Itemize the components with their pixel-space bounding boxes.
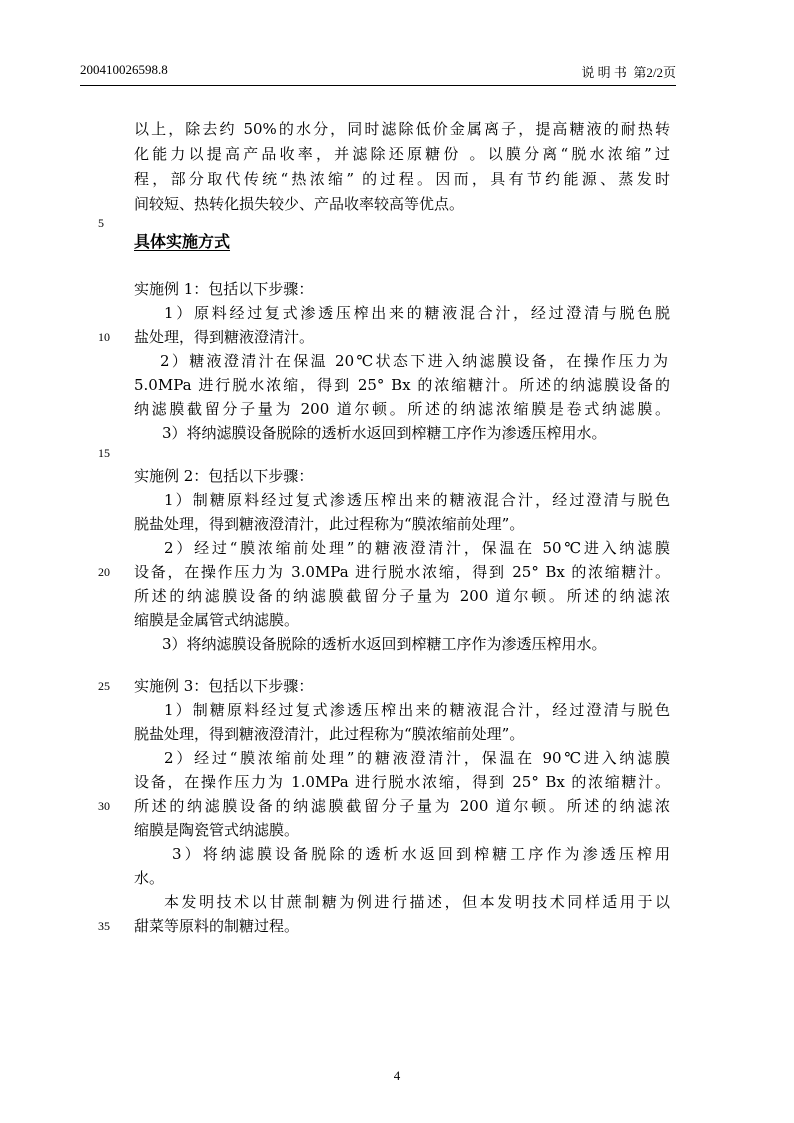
text-line: 设备，在操作压力为 3.0MPa 进行脱水浓缩，得到 25° Bx 的浓缩糖汁。 [134,563,670,581]
line-number: 25 [98,679,110,693]
application-number: 200410026598.8 [80,62,168,77]
text-line: 程，部分取代传统“热浓缩” 的过程。因而，具有节约能源、蒸发时 [134,170,670,188]
text-line: 实施例 1：包括以下步骤： [134,280,314,298]
text-line: 缩膜是陶瓷管式纳滤膜。 [134,821,300,839]
text-line: 设备，在操作压力为 1.0MPa 进行脱水浓缩，得到 25° Bx 的浓缩糖汁。 [134,773,670,791]
text-line: 甜菜等原料的制糖过程。 [134,917,300,935]
text-line: 水。 [134,869,165,887]
text-line: 脱盐处理，得到糖液澄清汁，此过程称为“膜浓缩前处理”。 [134,725,525,743]
line-number: 10 [98,330,110,344]
line-number: 30 [98,799,110,813]
text-line: 实施例 2：包括以下步骤： [134,467,314,485]
text-line: 间较短、热转化损失较少、产品收率较高等优点。 [134,195,465,213]
line-number: 35 [98,919,110,933]
page-header [80,62,676,82]
text-line: 1）制糖原料经过复式渗透压榨出来的糖液混合汁，经过澄清与脱色 [164,491,670,509]
text-line: 脱盐处理，得到糖液澄清汁，此过程称为“膜浓缩前处理”。 [134,515,525,533]
text-line: 盐处理，得到糖液澄清汁。 [134,328,315,346]
text-line: 化能力以提高产品收率，并滤除还原糖份 。以膜分离“脱水浓缩”过 [134,145,670,163]
header-right [581,62,676,81]
text-line: 5.0MPa 进行脱水浓缩，得到 25° Bx 的浓缩糖汁。所述的纳滤膜设备的 [134,376,670,394]
text-line: 以上，除去约 50%的水分，同时滤除低价金属离子，提高糖液的耐热转 [134,120,670,138]
line-number: 20 [98,565,110,579]
text-line: 实施例 3：包括以下步骤： [134,677,314,695]
text-line: 1）原料经过复式渗透压榨出来的糖液混合汁，经过澄清与脱色脱 [164,304,670,322]
text-line: 1）制糖原料经过复式渗透压榨出来的糖液混合汁，经过澄清与脱色 [164,701,670,719]
text-line: 2）经过“膜浓缩前处理”的糖液澄清汁，保温在 50℃进入纳滤膜 [164,539,670,557]
line-number: 5 [98,216,104,230]
text-line: 3）将纳滤膜设备脱除的透析水返回到榨糖工序作为渗透压榨用水。 [162,635,607,653]
page-number: 4 [393,1068,401,1083]
text-line: 纳滤膜截留分子量为 200 道尔顿。所述的纳滤浓缩膜是卷式纳滤膜。 [134,400,670,418]
text-line: 所述的纳滤膜设备的纳滤膜截留分子量为 200 道尔顿。所述的纳滤浓 [134,797,670,815]
line-number: 15 [98,446,110,460]
text-line: 3）将纳滤膜设备脱除的透析水返回到榨糖工序作为渗透压榨用水。 [162,424,607,442]
text-line: 所述的纳滤膜设备的纳滤膜截留分子量为 200 道尔顿。所述的纳滤浓 [134,587,670,605]
header-rule [80,85,676,86]
text-line: 2）糖液澄清汁在保温 20℃状态下进入纳滤膜设备，在操作压力为 [160,352,668,370]
text-line: 缩膜是金属管式纳滤膜。 [134,611,300,629]
text-line: 3）将纳滤膜设备脱除的透析水返回到榨糖工序作为渗透压榨用 [172,845,670,863]
section-heading: 具体实施方式 [134,232,231,251]
text-line: 2）经过“膜浓缩前处理”的糖液澄清汁，保温在 90℃进入纳滤膜 [164,749,670,767]
doc-title: 说 明 书 [581,65,627,80]
page-label: 第2/2页 [633,65,676,80]
text-line: 本发明技术以甘蔗制糖为例进行描述，但本发明技术同样适用于以 [164,893,670,911]
